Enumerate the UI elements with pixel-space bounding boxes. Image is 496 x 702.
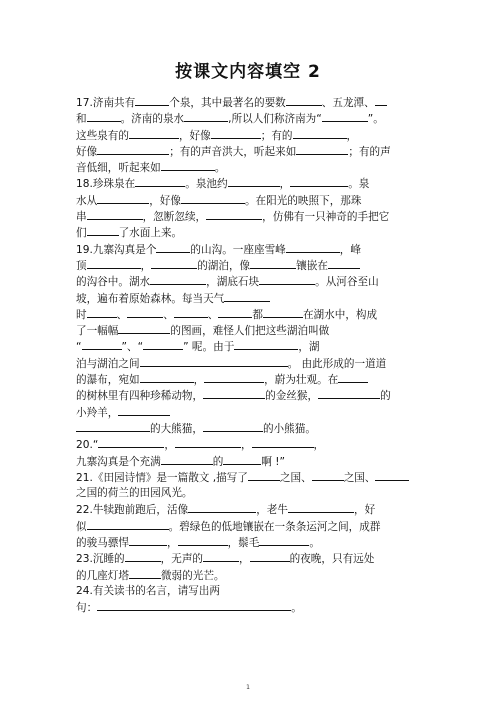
line-text: 。 由此形成的一道道 [287, 357, 387, 370]
line-text: 九寨沟真是个充满 [76, 455, 161, 468]
answer-blank[interactable] [184, 110, 228, 122]
answer-blank[interactable] [97, 192, 149, 204]
line-text: 的 [380, 390, 391, 403]
answer-blank[interactable] [218, 306, 252, 318]
text-line [76, 583, 424, 599]
answer-blank[interactable] [204, 371, 264, 383]
line-text: 坡，遍布着原始森林。每当天气 [76, 292, 225, 305]
line-text: ，湖底石块 [206, 276, 260, 289]
line-text: ，湖 [298, 341, 320, 354]
line-text: 之国、 [279, 471, 312, 484]
line-text: 。泉 [348, 178, 370, 191]
answer-blank[interactable] [135, 175, 185, 187]
line-text: 的图画，难怪人们把这些湖泊叫做 [170, 325, 330, 338]
text-line [76, 355, 424, 371]
line-text: ；有的声音洪大，听起来如 [169, 145, 297, 158]
answer-blank[interactable] [129, 127, 179, 139]
answer-blank[interactable] [87, 257, 141, 269]
text-line [76, 485, 424, 501]
text-line [76, 387, 424, 403]
answer-blank[interactable] [129, 567, 161, 579]
answer-blank[interactable] [97, 599, 291, 611]
line-text: 的大熊猫， [150, 422, 203, 435]
page-number: 1 [246, 684, 250, 691]
line-text: 和 [76, 113, 87, 126]
answer-blank[interactable] [312, 469, 344, 481]
text-line [76, 110, 424, 126]
line-text: ， [240, 439, 252, 452]
answer-blank[interactable] [252, 436, 314, 448]
line-text: ” 呢。由于 [183, 341, 235, 354]
line-text: ， [193, 374, 205, 387]
line-text: ，无声的 [160, 553, 204, 566]
text-line [76, 550, 424, 566]
text-line [76, 404, 424, 420]
line-text: 的瀑布，宛如 [76, 374, 140, 387]
line-text: ；有的声 [348, 145, 391, 158]
text-line [76, 159, 424, 175]
line-text: 。泉池约 [185, 178, 228, 191]
answer-blank[interactable] [259, 534, 309, 546]
answer-blank[interactable] [203, 550, 239, 562]
line-text: 、 [163, 308, 174, 321]
line-text: 了一幅幅 [76, 325, 119, 338]
answer-blank[interactable] [150, 273, 206, 285]
answer-blank[interactable] [181, 192, 245, 204]
answer-blank[interactable] [135, 94, 169, 106]
text-line [76, 306, 424, 322]
line-text: ，老牛 [256, 504, 288, 517]
answer-blank[interactable] [82, 338, 122, 350]
line-text: 的夜晚，只有远处 [289, 553, 375, 566]
line-text: ， [313, 439, 325, 452]
answer-blank[interactable] [224, 290, 270, 302]
line-text: 时 [76, 308, 87, 321]
answer-blank[interactable] [338, 371, 368, 383]
answer-blank[interactable] [118, 322, 170, 334]
line-text: 泊与湖泊之间 [76, 357, 140, 370]
answer-blank[interactable] [250, 550, 290, 562]
answer-blank[interactable] [375, 469, 409, 481]
line-text: ,所以人们称济南为“ [228, 113, 322, 126]
answer-blank[interactable] [125, 550, 161, 562]
line-text: 顶 [76, 259, 87, 272]
line-text: ，鬃毛 [227, 537, 260, 550]
line-text: 好像 [76, 145, 98, 158]
text-line [76, 94, 424, 110]
line-text: 镶嵌在 [296, 259, 328, 272]
line-text: ；有的 [260, 129, 293, 142]
text-line [76, 273, 424, 289]
line-text: 24.有关读书的名言，请写出两 [76, 584, 220, 597]
line-text: ， [164, 439, 175, 452]
line-text: 。 [291, 602, 302, 615]
line-text: ，好 [353, 504, 376, 517]
answer-blank[interactable] [118, 404, 170, 416]
line-text: ”。 [367, 113, 384, 126]
line-text: 的骏马骠悍 [76, 537, 129, 550]
text-line [76, 208, 424, 224]
text-line [76, 175, 424, 191]
line-text: 的小熊猫。 [262, 422, 316, 435]
line-text: 之国的荷兰的田园风光。 [76, 487, 193, 500]
text-line [76, 241, 424, 257]
answer-blank[interactable] [140, 355, 288, 367]
answer-blank[interactable] [143, 338, 183, 350]
line-text: 的 [212, 455, 224, 468]
line-text: 音低细，听起来如 [76, 162, 161, 175]
text-line [76, 420, 424, 436]
answer-blank[interactable] [87, 224, 119, 236]
answer-blank[interactable] [98, 436, 164, 448]
answer-blank[interactable] [288, 501, 354, 513]
line-text: 这些泉有的 [76, 129, 129, 142]
line-text: ，仿佛有一只神奇的手把它 [262, 211, 390, 224]
answer-blank[interactable] [328, 257, 360, 269]
text-line [76, 599, 424, 615]
line-text: ， [239, 553, 250, 566]
answer-blank[interactable] [174, 306, 208, 318]
answer-blank[interactable] [322, 110, 368, 122]
text-line [76, 567, 424, 583]
answer-blank[interactable] [228, 175, 280, 187]
line-text: 18.珍珠泉在 [76, 178, 136, 191]
line-text: 在湖水中，构成 [302, 308, 378, 321]
text-line [76, 127, 424, 143]
text-line [76, 257, 424, 273]
answer-blank[interactable] [161, 453, 213, 465]
line-text: 啊 !” [261, 455, 286, 468]
line-text: 的几座灯塔 [76, 569, 129, 582]
answer-blank[interactable] [286, 241, 340, 253]
answer-blank[interactable] [178, 534, 228, 546]
answer-blank[interactable] [286, 94, 322, 106]
line-text: ， [279, 178, 291, 191]
line-text: 的山沟。一座座雪峰 [190, 243, 286, 256]
answer-blank[interactable] [296, 143, 348, 155]
text-line [76, 436, 424, 452]
text-line [76, 322, 424, 338]
line-text: 19.九寨沟真是个 [76, 243, 157, 256]
line-text: 串 [76, 211, 87, 224]
line-text: 、 [116, 308, 128, 321]
answer-blank[interactable] [318, 387, 380, 399]
line-text: 。 [309, 537, 320, 550]
text-line [76, 290, 424, 306]
answer-blank[interactable] [151, 257, 197, 269]
line-text: ”、“ [121, 341, 144, 354]
text-line [76, 501, 424, 517]
answer-blank[interactable] [250, 257, 296, 269]
line-text: 22.牛犊跑前跑后，活像 [76, 504, 189, 517]
answer-blank[interactable] [223, 453, 261, 465]
answer-blank[interactable] [129, 534, 167, 546]
exercise-body [76, 94, 424, 616]
line-text: ，蔚为壮观。在 [264, 374, 339, 387]
line-text: 的湖泊，像 [197, 259, 251, 272]
answer-blank[interactable] [188, 501, 256, 513]
line-text: 。在阳光的映照下，那珠 [244, 194, 362, 207]
answer-blank[interactable] [259, 273, 315, 285]
answer-blank[interactable] [175, 436, 241, 448]
text-line [76, 338, 424, 354]
line-text: ， [346, 129, 358, 142]
page-title: 按课文内容填空 2 [175, 62, 321, 82]
line-text: ， [140, 259, 152, 272]
answer-blank[interactable] [161, 159, 215, 171]
answer-blank[interactable] [203, 387, 265, 399]
line-text: ，忽断忽续， [142, 211, 207, 224]
line-text: 似 [76, 520, 87, 533]
line-text: 个泉，其中最著名的要数 [169, 97, 286, 109]
answer-blank[interactable] [140, 371, 194, 383]
answer-blank[interactable] [211, 127, 261, 139]
answer-blank[interactable] [127, 306, 163, 318]
line-text: 、 [207, 308, 219, 321]
text-line [76, 192, 424, 208]
answer-blank[interactable] [375, 94, 387, 106]
line-text: 17.济南共有 [76, 97, 136, 109]
answer-blank[interactable] [87, 306, 117, 318]
line-text: 。碧绿色的低地镶嵌在一条条运河之间，成群 [168, 520, 381, 533]
answer-blank[interactable] [293, 127, 347, 139]
answer-blank[interactable] [156, 241, 190, 253]
text-line [76, 534, 424, 550]
answer-blank[interactable] [203, 420, 263, 432]
line-text: “ [76, 341, 82, 354]
line-text: 。济南的泉水 [120, 113, 185, 126]
line-text: 水从 [76, 194, 98, 207]
answer-blank[interactable] [87, 518, 169, 530]
text-line [76, 224, 424, 240]
line-text: 之国、 [343, 471, 376, 484]
line-text: 了水面上来。 [118, 227, 183, 240]
line-text: 。从河谷至山 [315, 276, 379, 289]
answer-blank[interactable] [97, 143, 169, 155]
line-text: 微弱的光芒。 [160, 569, 225, 582]
answer-blank[interactable] [76, 420, 150, 432]
line-text: 们 [76, 227, 87, 240]
line-text: ，好像 [149, 194, 181, 207]
text-line [76, 469, 424, 485]
answer-blank[interactable] [234, 338, 298, 350]
answer-blank[interactable] [87, 208, 143, 220]
text-line [76, 518, 424, 534]
line-text: 都 [252, 308, 263, 321]
text-line [76, 143, 424, 159]
line-text: 句： [76, 602, 98, 615]
line-text: 小羚羊， [76, 406, 119, 419]
line-text: 的沟谷中。湖水 [76, 276, 151, 289]
answer-blank[interactable] [87, 110, 121, 122]
line-text: 的树林里有四种珍稀动物， [76, 390, 204, 403]
line-text: 21.《田园诗情》是一篇散文 ,描写了 [76, 471, 248, 484]
line-text: 的金丝猴， [265, 390, 319, 403]
line-text: 。 [214, 162, 226, 175]
answer-blank[interactable] [290, 175, 348, 187]
line-text: ，好像 [178, 129, 211, 142]
text-line [76, 371, 424, 387]
line-text: 23.沉睡的 [76, 553, 125, 566]
line-text: 20.“ [76, 439, 99, 452]
text-line [76, 453, 424, 469]
answer-blank[interactable] [206, 208, 262, 220]
line-text: ， [166, 537, 178, 550]
answer-blank[interactable] [263, 306, 303, 318]
line-text: ，峰 [339, 243, 361, 256]
line-text: 、五龙潭、 [321, 97, 375, 109]
answer-blank[interactable] [248, 469, 280, 481]
